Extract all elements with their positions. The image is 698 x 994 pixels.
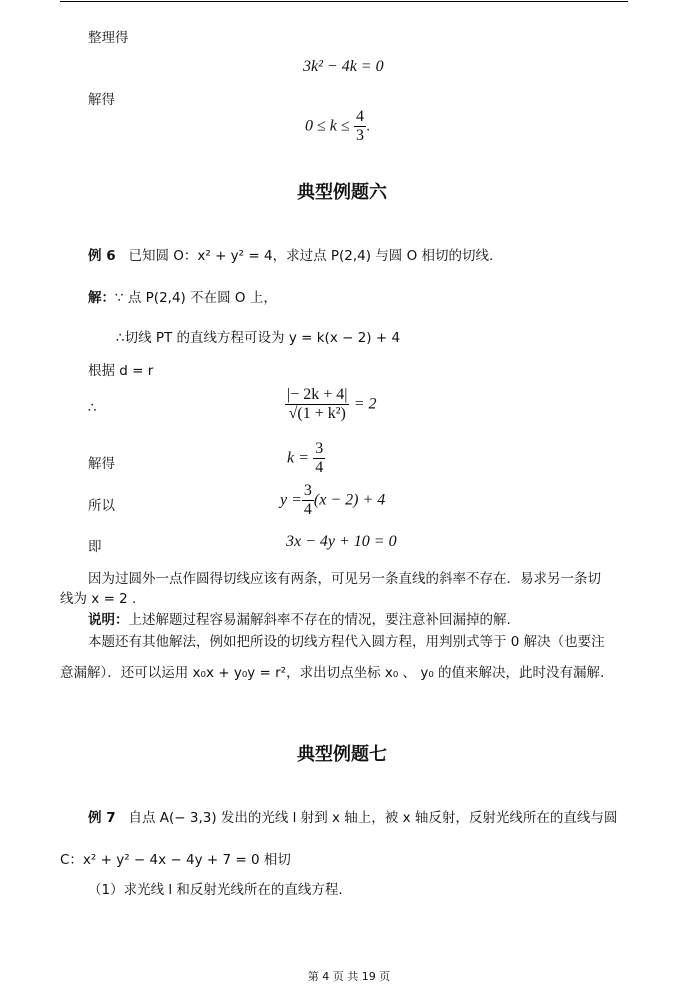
- text: 已知圆 O：x² + y² = 4，求过点 P(2,4) 与圆 O 相切的切线.: [128, 248, 494, 264]
- text: 自点 A(− 3,3) 发出的光线 l 射到 x 轴上，被 x 轴反射，反射光线所在的直线与圆: [128, 810, 618, 826]
- label: 所以: [88, 498, 115, 514]
- eq-part: k =: [287, 449, 309, 467]
- page-footer: 第 4 页 共 19 页: [307, 970, 391, 983]
- numerator: 3: [303, 482, 312, 499]
- equation: [305, 108, 370, 145]
- fraction: [313, 440, 325, 477]
- label: 解得: [88, 456, 115, 472]
- denominator: √(1 + k²): [288, 405, 346, 422]
- paragraph: 意漏解）．还可以运用 x₀x + y₀y = r²，求出切点坐标 x₀ 、 y₀ 的值来解决，此时没有漏解.: [60, 665, 605, 681]
- text: 解得: [88, 92, 115, 108]
- section-heading: 典型例题六: [297, 182, 387, 203]
- label: 即: [88, 539, 102, 555]
- equation: [280, 482, 385, 519]
- text: 整理得: [88, 30, 129, 46]
- example-6: [88, 244, 493, 264]
- example-7: [88, 806, 617, 826]
- equation: [285, 386, 377, 423]
- note: [88, 608, 511, 628]
- paragraph: 线为 x = 2 .: [60, 591, 137, 607]
- equation: 3k² − 4k = 0: [303, 58, 384, 75]
- text: ∵ 点 P(2,4) 不在圆 O 上，: [115, 290, 277, 306]
- fraction: [354, 108, 366, 145]
- numerator: 3: [315, 440, 324, 457]
- paragraph: 本题还有其他解法，例如把所设的切线方程代入圆方程，用判别式等于 0 解决（也要注: [88, 634, 605, 650]
- numerator: 4: [355, 108, 364, 125]
- header-rule: [60, 1, 628, 2]
- paragraph: 因为过圆外一点作圆得切线应该有两条，可见另一条直线的斜率不存在．易求另一条切: [88, 571, 601, 587]
- text: 上述解题过程容易漏解斜率不存在的情况，要注意补回漏掉的解.: [128, 612, 511, 628]
- text: 根据 d = r: [88, 363, 154, 379]
- label: ∴: [88, 400, 97, 416]
- label: 例 6: [88, 248, 116, 264]
- denominator: 4: [315, 459, 324, 476]
- fraction: [302, 482, 314, 519]
- numerator: |− 2k + 4|: [287, 386, 348, 403]
- solution: [88, 286, 277, 306]
- eq-part: (x − 2) + 4: [313, 491, 386, 509]
- eq-part: y =: [280, 491, 302, 509]
- equation: 3x − 4y + 10 = 0: [286, 533, 397, 550]
- section-heading: 典型例题七: [297, 744, 387, 765]
- equation: [287, 440, 325, 477]
- fraction: [285, 386, 349, 423]
- text: C：x² + y² − 4x − 4y + 7 = 0 相切: [60, 852, 291, 868]
- eq-part: = 2: [353, 395, 377, 413]
- text: （1）求光线 l 和反射光线所在的直线方程.: [88, 882, 343, 898]
- label: 说明：: [88, 612, 129, 628]
- label: 例 7: [88, 810, 116, 826]
- label: 解：: [88, 290, 115, 306]
- denominator: 4: [303, 501, 312, 518]
- eq-part: 0 ≤ k ≤: [305, 117, 350, 135]
- denominator: 3: [355, 127, 364, 144]
- text: ∴切线 PT 的直线方程可设为 y = k(x − 2) + 4: [116, 330, 401, 346]
- eq-part: .: [365, 118, 371, 135]
